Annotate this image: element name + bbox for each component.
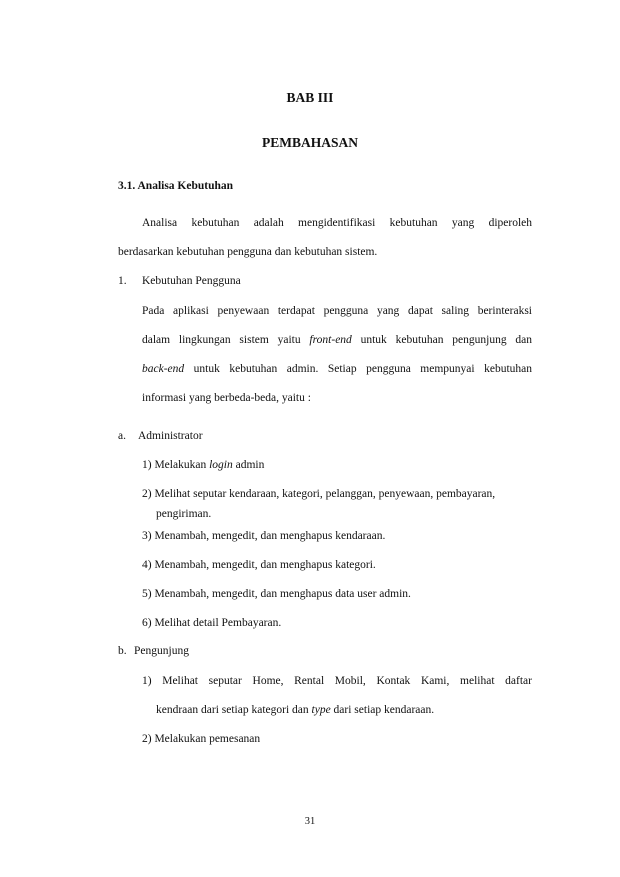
intro-line-2: berdasarkan kebutuhan pengguna dan kebutuhan sistem. — [118, 246, 378, 258]
item-1-paragraph-line-2: dalam lingkungan sistem yaitu front-end untuk kebutuhan pengunjung dan — [142, 334, 532, 346]
admin-item-5: 5) Menambah, mengedit, dan menghapus data user admin. — [142, 588, 411, 600]
admin-item-2-line-1: 2) Melihat seputar kendaraan, kategori, pelanggan, penyewaan, pembayaran, — [142, 488, 496, 500]
item-1-paragraph-line-3: back-end untuk kebutuhan admin. Setiap pengguna mempunyai kebutuhan — [142, 363, 532, 375]
admin-label: a. — [118, 430, 126, 442]
admin-item-1: 1) Melakukan login admin — [142, 459, 265, 471]
item-1-number: 1. — [118, 275, 127, 287]
chapter-label: BAB III — [286, 90, 334, 105]
admin-item-2-line-2: pengiriman. — [156, 508, 212, 520]
section-heading: 3.1. Analisa Kebutuhan — [118, 180, 234, 192]
visitor-item-1-line-2: kendraan dari setiap kategori dan type dari setiap kendaraan. — [156, 704, 435, 716]
visitor-item-2: 2) Melakukan pemesanan — [142, 733, 261, 745]
admin-title: Administrator — [138, 430, 203, 442]
item-1-paragraph-line-4: informasi yang berbeda-beda, yaitu : — [142, 392, 311, 404]
page-number: 31 — [304, 816, 316, 827]
item-1-title: Kebutuhan Pengguna — [142, 275, 241, 287]
item-1-paragraph-line-1: Pada aplikasi penyewaan terdapat pengguna yang dapat saling berinteraksi — [142, 305, 532, 317]
visitor-item-1-line-1: 1) Melihat seputar Home, Rental Mobil, Kontak Kami, melihat daftar — [142, 675, 532, 687]
visitor-title: Pengunjung — [134, 645, 189, 657]
intro-line-1: Analisa kebutuhan adalah mengidentifikasi kebutuhan yang diperoleh — [142, 217, 532, 229]
visitor-label: b. — [118, 645, 127, 657]
admin-item-6: 6) Melihat detail Pembayaran. — [142, 617, 282, 629]
admin-item-4: 4) Menambah, mengedit, dan menghapus kategori. — [142, 559, 376, 571]
chapter-title: PEMBAHASAN — [261, 135, 358, 150]
admin-item-3: 3) Menambah, mengedit, dan menghapus kendaraan. — [142, 530, 386, 542]
